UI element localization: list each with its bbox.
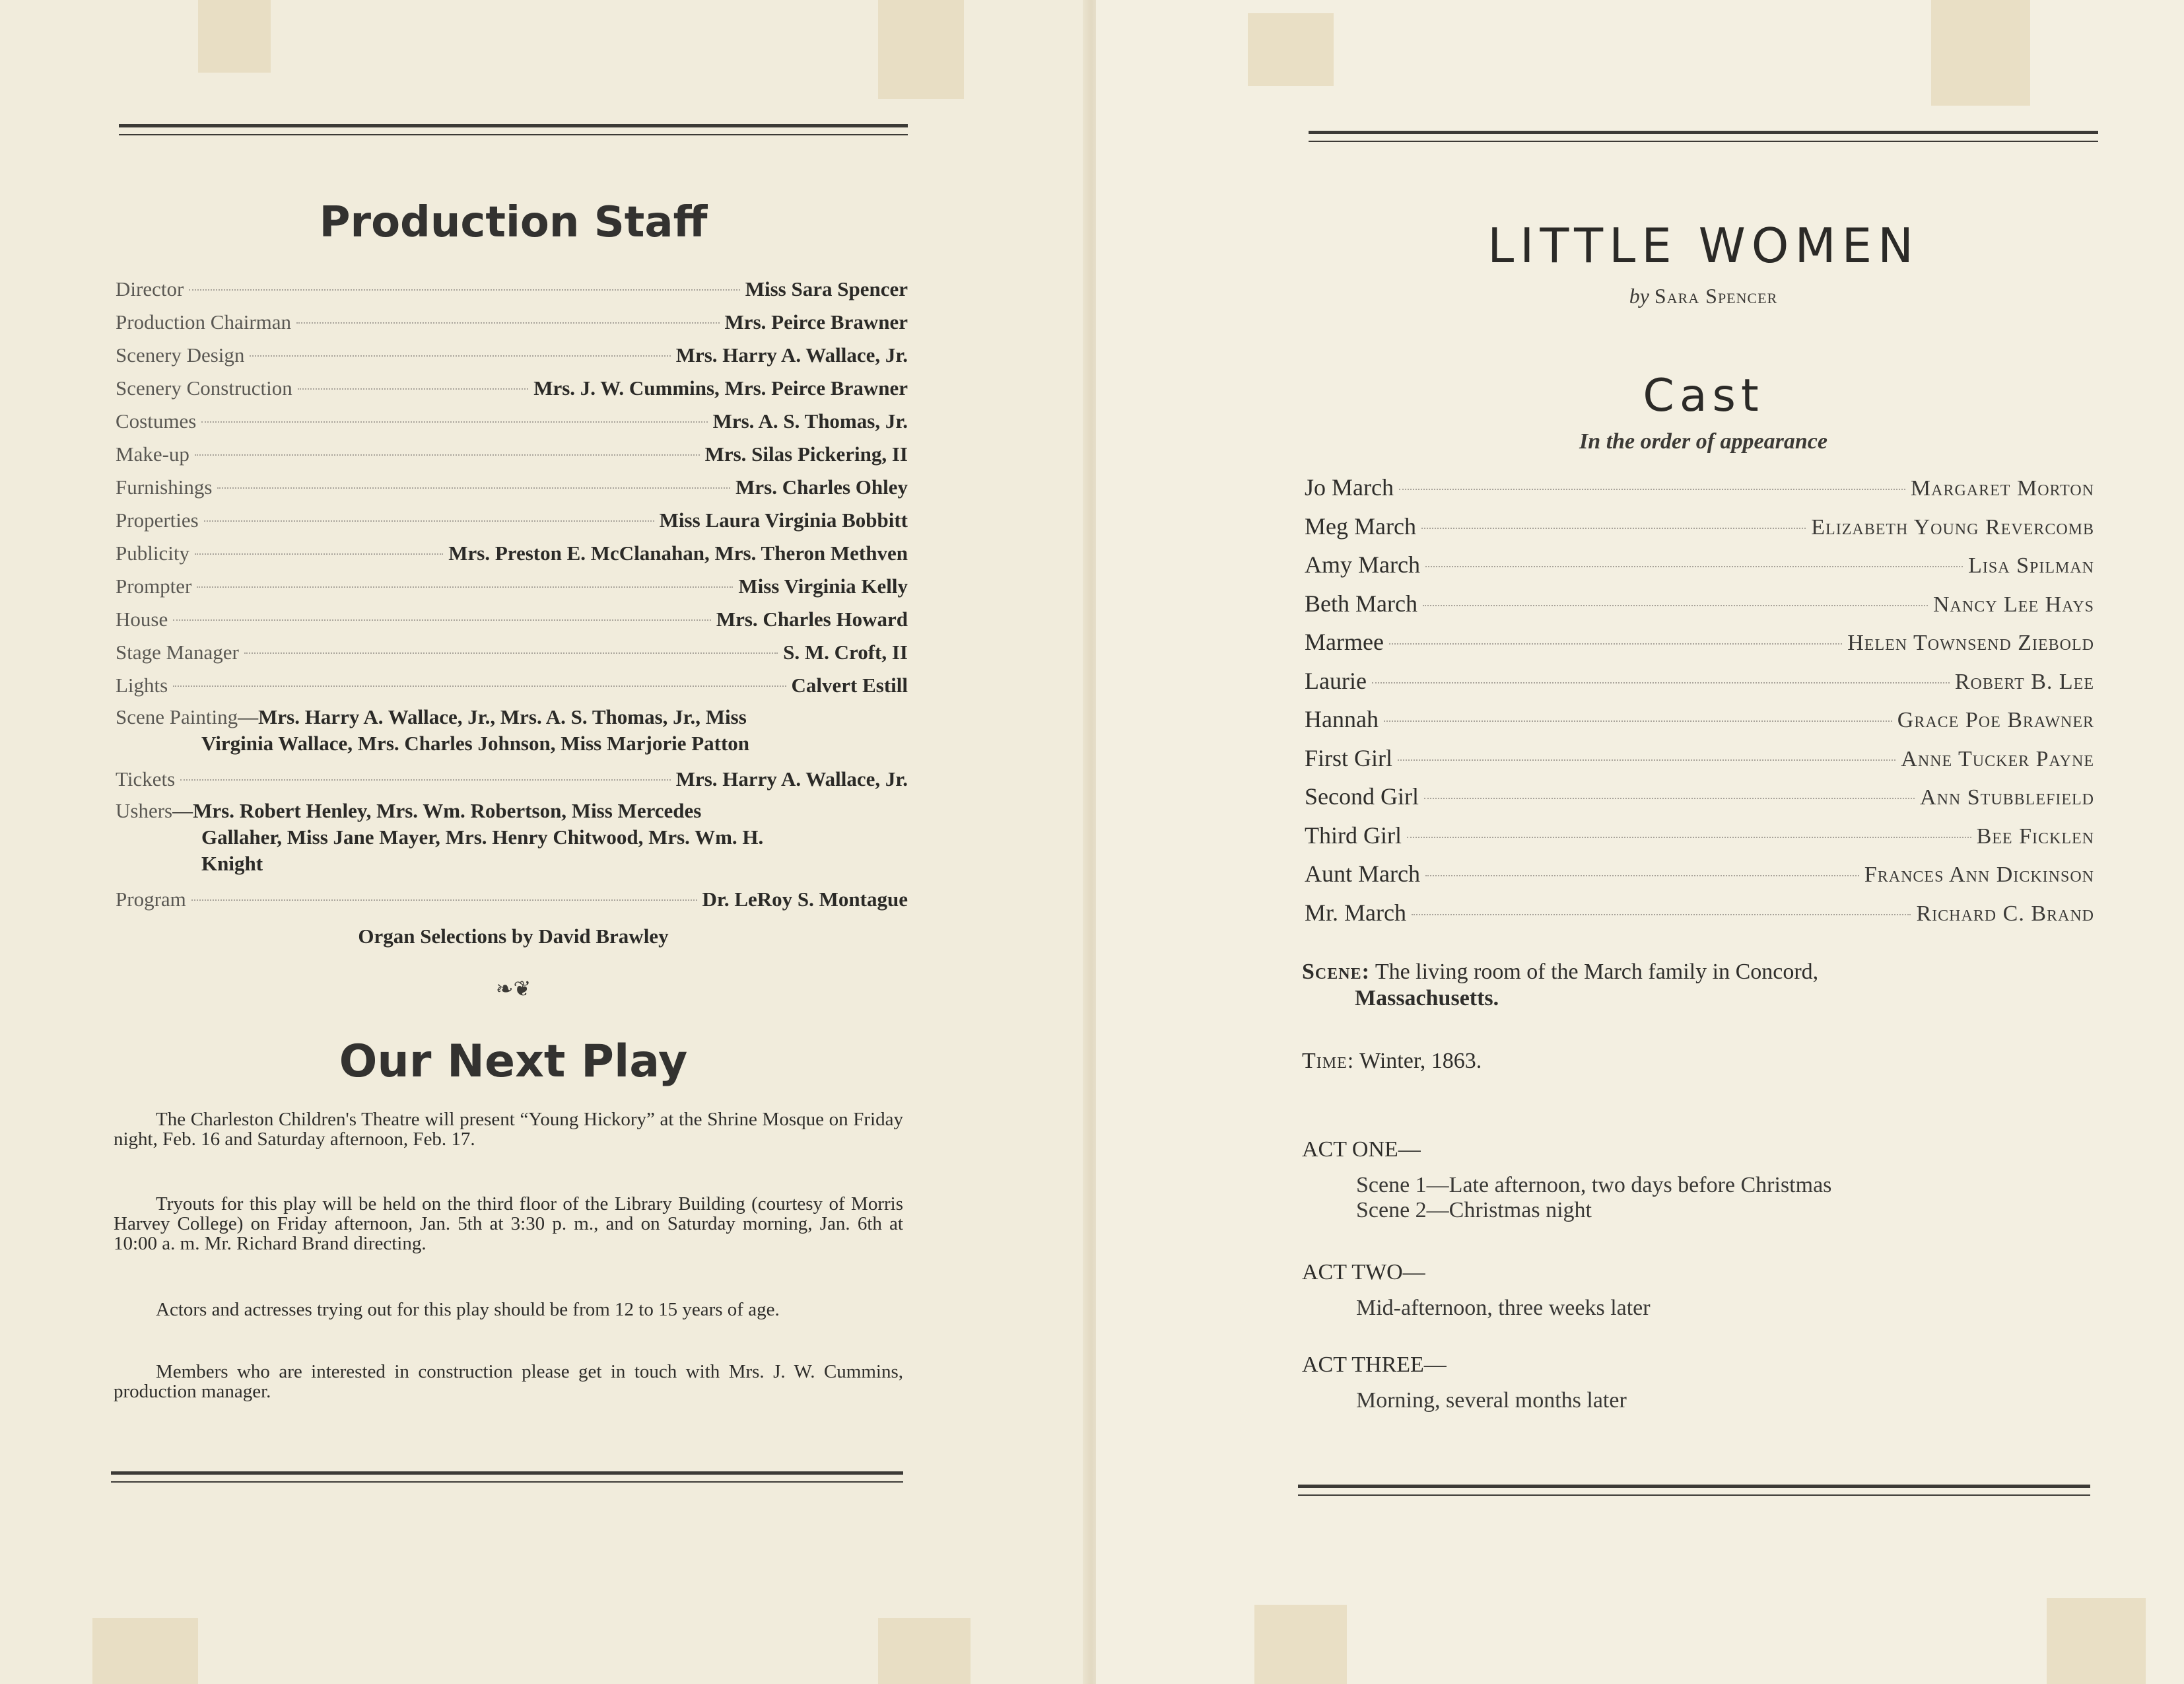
staff-role: Scene Painting [116, 705, 238, 728]
scene-text-continued: Massachusetts. [1355, 986, 1499, 1010]
dot-leader [1384, 720, 1892, 722]
tape-mark [1254, 1605, 1347, 1684]
time-description [1302, 1049, 1482, 1074]
staff-role: Director [116, 277, 184, 300]
cast-actor: Nancy Lee Hays [1932, 592, 2094, 617]
staff-row-program [116, 885, 908, 914]
cast-row [1305, 473, 2094, 503]
dot-leader [1425, 875, 1859, 876]
ornament-icon: ❧❦ [495, 977, 531, 1000]
time-text: Winter, 1863. [1359, 1049, 1482, 1073]
staff-row [116, 374, 908, 403]
staff-role: Furnishings [116, 475, 213, 499]
cast-row [1305, 821, 2094, 851]
staff-person: Mrs. J. W. Cummins, Mrs. Peirce Brawner [533, 376, 908, 400]
dot-leader [298, 388, 528, 390]
staff-role: Stage Manager [116, 641, 239, 664]
staff-role: Scenery Construction [116, 376, 292, 400]
tape-mark [878, 1618, 971, 1684]
cast-role: First Girl [1305, 744, 1393, 771]
staff-row [116, 539, 908, 568]
play-title: LITTLE WOMEN [1487, 218, 1919, 273]
cast-row [1305, 627, 2094, 658]
left-page [0, 0, 1088, 1684]
cast-role: Aunt March [1305, 860, 1420, 887]
scene-description [1302, 959, 2094, 1012]
cast-role: Meg March [1305, 512, 1416, 540]
dot-leader [189, 289, 739, 291]
dot-leader [1412, 914, 1911, 915]
cast-role: Beth March [1305, 590, 1417, 617]
cast-row [1305, 550, 2094, 580]
bottom-rule [1298, 1485, 2090, 1496]
production-staff-title: Production Staff [319, 198, 708, 247]
staff-person: Mrs. A. S. Thomas, Jr. [712, 409, 908, 433]
act-two-label: ACT TWO— [1302, 1260, 1425, 1284]
staff-person: Mrs. Peirce Brawner [724, 310, 908, 333]
dot-leader [1424, 798, 1915, 799]
cast-role: Jo March [1305, 474, 1394, 501]
next-play-title: Our Next Play [339, 1035, 688, 1088]
dot-leader [180, 779, 671, 781]
staff-row [116, 638, 908, 667]
next-play-paragraph: Tryouts for this play will be held on the third floor of the Library Building (courtesy of Morris Harvey College) on Friday afternoon, Jan. 5th at 3:30 p. m., and on Saturday morning, Jan. 6th at 10:00 a. m. Mr. Richard Brand directing. [114, 1193, 903, 1254]
cast-row [1305, 782, 2094, 812]
cast-row [1305, 744, 2094, 774]
dot-leader [204, 520, 654, 522]
staff-person: S. M. Croft, II [783, 641, 908, 664]
staff-person: Mrs. Silas Pickering, II [704, 442, 908, 466]
author-name: Sara Spencer [1654, 284, 1778, 308]
next-play-paragraph: Members who are interested in construction please get in touch with Mrs. J. W. Cummins, production manager. [114, 1361, 903, 1402]
top-rule [119, 124, 908, 135]
cast-actor: Frances Ann Dickinson [1864, 862, 2094, 887]
cast-role: Laurie [1305, 667, 1367, 694]
cast-row [1305, 666, 2094, 697]
cast-subtitle: In the order of appearance [1579, 429, 1827, 454]
staff-role: Lights [116, 674, 168, 697]
staff-role: Costumes [116, 409, 197, 433]
staff-row [116, 308, 908, 337]
cast-role: Third Girl [1305, 822, 1402, 849]
cast-role: Amy March [1305, 551, 1420, 578]
staff-person: Mrs. Charles Howard [716, 608, 908, 631]
tape-mark [198, 0, 271, 73]
cast-row [1305, 705, 2094, 735]
play-byline [1307, 284, 2099, 308]
dot-leader [1398, 759, 1895, 761]
cast-role: Marmee [1305, 629, 1384, 655]
next-play-paragraph: Actors and actresses trying out for this play should be from 12 to 15 years of age. [156, 1299, 780, 1320]
staff-role: Production Chairman [116, 310, 292, 333]
cast-row [1305, 898, 2094, 929]
staff-row [116, 473, 908, 502]
dot-leader [244, 652, 778, 654]
next-play-paragraph: The Charleston Children's Theatre will present “Young Hickory” at the Shrine Mosque on Friday night, Feb. 16 and Saturday afternoon, Feb. 17. [114, 1109, 903, 1150]
tape-mark [2047, 1598, 2146, 1684]
scene-text: The living room of the March family in Concord, [1375, 960, 1819, 984]
cast-role: Hannah [1305, 706, 1379, 732]
dot-leader [1423, 605, 1928, 606]
scene-painting-entry: Scene Painting—Mrs. Harry A. Wallace, Jr., Mrs. A. S. Thomas, Jr., Miss Virginia Wallace, Mrs. Charles Johnson, Miss Marjorie Patton [116, 704, 908, 757]
cast-actor: Helen Townsend Ziebold [1847, 631, 2094, 655]
dot-leader [173, 685, 786, 687]
staff-row [116, 572, 908, 601]
dot-leader [1425, 566, 1963, 567]
dot-leader [217, 487, 730, 489]
staff-role: Make-up [116, 442, 189, 466]
staff-person: Mrs. Harry A. Wallace, Jr. [675, 767, 908, 790]
staff-person: Mrs. Preston E. McClanahan, Mrs. Theron Methven [448, 542, 908, 565]
tape-mark [1248, 13, 1334, 86]
staff-row [116, 671, 908, 700]
staff-row [116, 506, 908, 535]
staff-person: Mrs. Harry A. Wallace, Jr. [675, 343, 908, 367]
dot-leader [173, 619, 711, 621]
staff-role: Ushers [116, 799, 173, 822]
dot-leader [1407, 837, 1971, 838]
dot-leader [197, 586, 733, 588]
time-label: Time: [1302, 1049, 1355, 1073]
cast-role: Second Girl [1305, 783, 1419, 810]
dot-leader [250, 355, 670, 357]
staff-role: Properties [116, 509, 199, 532]
dot-leader [1389, 643, 1842, 645]
cast-actor: Anne Tucker Payne [1901, 746, 2094, 771]
tape-mark [1931, 0, 2030, 106]
cast-row [1305, 512, 2094, 542]
staff-row [116, 275, 908, 304]
right-page [1096, 0, 2184, 1684]
cast-actor: Ann Stubblefield [1920, 785, 2094, 810]
staff-role: Program [116, 888, 186, 911]
cast-actor: Lisa Spilman [1968, 553, 2094, 578]
bottom-rule [111, 1471, 903, 1483]
act-two-scene: Mid-afternoon, three weeks later [1356, 1296, 1651, 1320]
staff-person: Dr. LeRoy S. Montague [702, 888, 908, 911]
staff-person: Calvert Estill [791, 674, 908, 697]
staff-role: Publicity [116, 542, 189, 565]
staff-row-tickets [116, 765, 908, 794]
staff-person-continued: Virginia Wallace, Mrs. Charles Johnson, Miss Marjorie Patton [201, 732, 750, 755]
organ-selections: Organ Selections by David Brawley [358, 925, 669, 948]
dot-leader [1399, 489, 1905, 490]
dot-leader [296, 322, 720, 324]
cast-actor: Grace Poe Brawner [1897, 708, 2094, 732]
cast-row [1305, 589, 2094, 619]
top-rule [1309, 131, 2098, 142]
ushers-entry: Ushers—Mrs. Robert Henley, Mrs. Wm. Robertson, Miss Mercedes Gallaher, Miss Jane Mayer, Mrs. Henry Chitwood, Mrs. Wm. H. Knight [116, 798, 908, 877]
staff-role: House [116, 608, 168, 631]
cast-row [1305, 859, 2094, 890]
cast-actor: Margaret Morton [1910, 476, 2094, 501]
staff-person-continued: Gallaher, Miss Jane Mayer, Mrs. Henry Chitwood, Mrs. Wm. H. [201, 825, 764, 849]
cast-actor: Elizabeth Young Revercomb [1811, 514, 2094, 540]
staff-person: Mrs. Robert Henley, Mrs. Wm. Robertson, Miss Mercedes [193, 799, 702, 822]
staff-person: Miss Virginia Kelly [738, 575, 908, 598]
cast-actor: Bee Ficklen [1976, 824, 2094, 849]
tape-mark [92, 1618, 198, 1684]
staff-row [116, 605, 908, 634]
dot-leader [201, 421, 707, 423]
act-one-scene: Scene 1—Late afternoon, two days before Christmas [1356, 1173, 1832, 1197]
cast-title: Cast [1643, 370, 1764, 422]
staff-row [116, 407, 908, 436]
staff-person: Miss Sara Spencer [745, 277, 908, 300]
staff-role: Prompter [116, 575, 192, 598]
staff-person-continued: Knight [201, 852, 263, 875]
cast-role: Mr. March [1305, 899, 1406, 926]
act-one-scene: Scene 2—Christmas night [1356, 1198, 1592, 1222]
byline-prefix: by [1629, 284, 1649, 308]
staff-row [116, 440, 908, 469]
tape-mark [878, 0, 964, 99]
dot-leader [191, 899, 697, 901]
dot-leader [1421, 528, 1806, 529]
staff-person: Miss Laura Virginia Bobbitt [659, 509, 908, 532]
staff-role: Tickets [116, 767, 176, 790]
cast-actor: Robert B. Lee [1954, 669, 2094, 694]
staff-row [116, 341, 908, 370]
act-three-scene: Morning, several months later [1356, 1388, 1627, 1413]
dot-leader [195, 553, 443, 555]
cast-actor: Richard C. Brand [1916, 901, 2094, 926]
scene-label: Scene: [1302, 960, 1370, 984]
staff-person: Mrs. Charles Ohley [735, 475, 908, 499]
dot-leader [1372, 682, 1950, 684]
act-one-label: ACT ONE— [1302, 1137, 1421, 1162]
staff-person: Mrs. Harry A. Wallace, Jr., Mrs. A. S. Thomas, Jr., Miss [258, 705, 747, 728]
dot-leader [195, 454, 700, 456]
act-three-label: ACT THREE— [1302, 1352, 1447, 1377]
staff-role: Scenery Design [116, 343, 245, 367]
